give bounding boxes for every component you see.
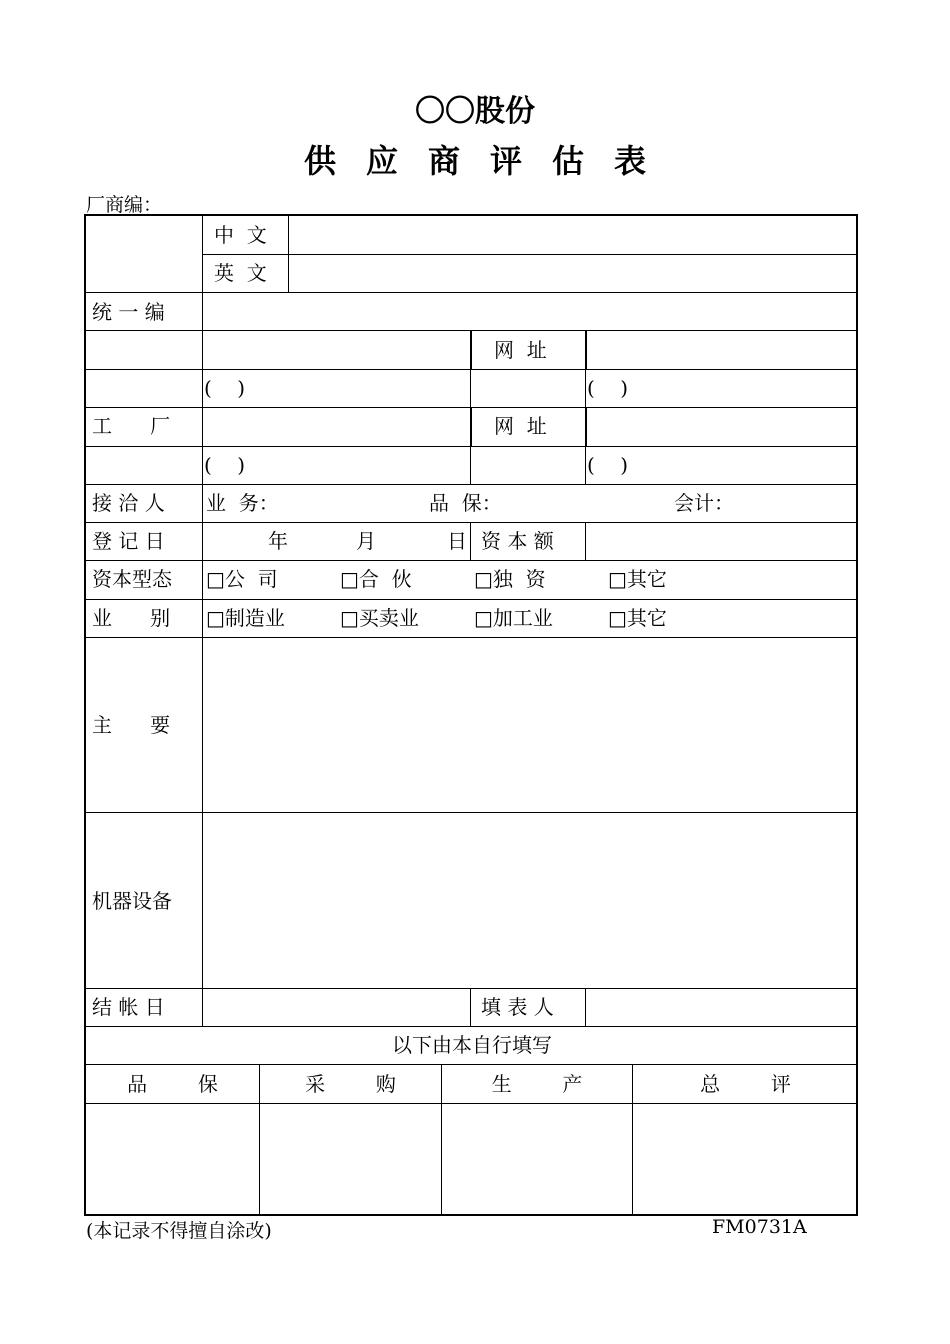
contact-business: 业 务： xyxy=(206,491,279,515)
form-title: 供应商评估表 xyxy=(303,142,676,180)
phone-paren-1: ( ) xyxy=(204,376,246,400)
phone-paren-3: ( ) xyxy=(204,453,246,477)
capital-type-company[interactable]: □公 司 xyxy=(206,567,278,591)
reg-year: 年 xyxy=(268,529,288,553)
reg-month: 月 xyxy=(356,529,376,553)
unified-id-label: 统 一 编 xyxy=(92,300,165,324)
vendor-number-label: 厂商编： xyxy=(86,194,163,216)
capital-type-partnership[interactable]: □合 伙 xyxy=(340,567,412,591)
factory-website-label: 网 址 xyxy=(494,414,547,438)
website-label: 网 址 xyxy=(494,338,547,362)
contact-accounting: 会计： xyxy=(674,491,734,515)
capital-type-sole[interactable]: □独 资 xyxy=(474,567,546,591)
contact-qa: 品 保： xyxy=(429,491,502,515)
phone-paren-4: ( ) xyxy=(587,453,629,477)
eval-header-overall: 总 评 xyxy=(700,1072,791,1096)
capital-label: 资 本 额 xyxy=(481,529,554,553)
business-manufacturing[interactable]: □制造业 xyxy=(206,606,285,630)
business-trading[interactable]: □买卖业 xyxy=(340,606,419,630)
capital-type-other[interactable]: □其它 xyxy=(608,567,667,591)
factory-label: 工 厂 xyxy=(92,414,171,438)
name-en-label: 英 文 xyxy=(214,261,267,285)
business-processing[interactable]: □加工业 xyxy=(474,606,553,630)
name-zh-label: 中 文 xyxy=(214,223,267,247)
internal-note: 以下由本自行填写 xyxy=(392,1033,552,1057)
eval-header-qa: 品 保 xyxy=(127,1072,218,1096)
business-label: 业 别 xyxy=(92,606,171,630)
company-name: 〇〇股份 xyxy=(415,94,535,129)
contact-label: 接 洽 人 xyxy=(92,491,165,515)
reg-day: 日 xyxy=(447,529,467,553)
eval-header-production: 生 产 xyxy=(491,1072,583,1096)
eval-header-purchasing: 采 购 xyxy=(305,1072,396,1096)
main-label: 主 要 xyxy=(92,713,171,737)
footer-note: (本记录不得擅自涂改) xyxy=(86,1220,272,1242)
capital-type-label: 资本型态 xyxy=(92,567,172,591)
phone-paren-2: ( ) xyxy=(587,376,629,400)
reg-date-label: 登 记 日 xyxy=(92,529,165,553)
filler-label: 填 表 人 xyxy=(481,995,554,1019)
form-code: FM0731A xyxy=(712,1216,807,1238)
machine-label: 机器设备 xyxy=(92,889,172,913)
business-other[interactable]: □其它 xyxy=(608,606,667,630)
closing-date-label: 结 帐 日 xyxy=(92,995,165,1019)
evaluation-form-table xyxy=(84,214,858,1216)
